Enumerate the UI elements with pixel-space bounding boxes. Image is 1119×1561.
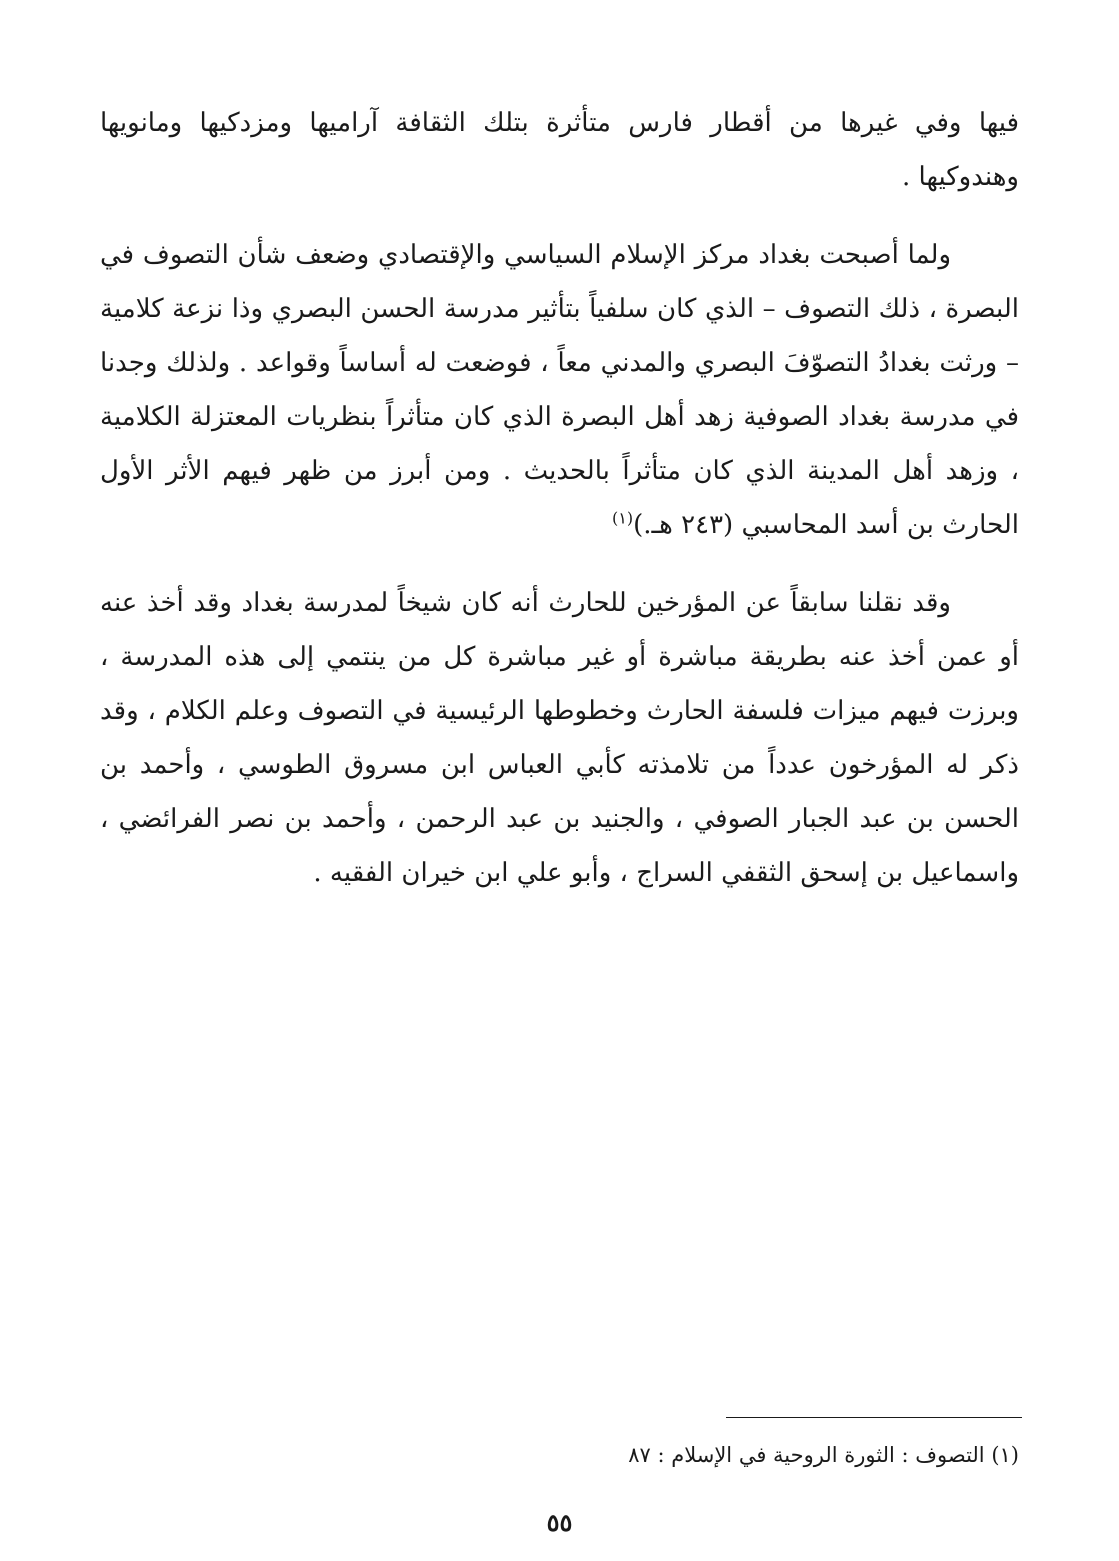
footnote-reference: (١) [612, 508, 634, 528]
paragraph-2 [100, 228, 1019, 552]
paragraph-3: وقد نقلنا سابقاً عن المؤرخين للحارث أنه كان شيخاً لمدرسة بغداد وقد أخذ عنه أو عمن أخذ عنه بطريقة مباشرة أو غير مباشرة كل من ينتمي إلى هذه المدرسة ، وبرزت فيهم ميزات فلسفة الحارث وخطوطها الرئيسية في التصوف وعلم الكلام ، وقد ذكر له المؤرخون عدداً من تلامذته كأبي العباس ابن مسروق الطوسي ، وأحمد بن الحسن بن عبد الجبار الصوفي ، والجنيد بن عبد الرحمن ، وأحمد بن نصر الفرائضي ، واسماعيل بن إسحق الثقفي السراج ، وأبو علي ابن خيران الفقيه . [100, 588, 1019, 888]
paragraph-1: فيها وفي غيرها من أقطار فارس متأثرة بتلك الثقافة آراميها ومزدكيها ومانويها وهندوكيها . [100, 108, 1019, 192]
footnote-divider [726, 1417, 1022, 1418]
page-number: ٥٥ [546, 1508, 573, 1537]
main-text [100, 96, 1019, 900]
footnote: (١) التصوف : الثورة الروحية في الإسلام : ٨٧ [628, 1443, 1019, 1467]
paragraph-2-text: ولما أصبحت بغداد مركز الإسلام السياسي والإقتصادي وضعف شأن التصوف في البصرة ، ذلك التصوف – الذي كان سلفياً بتأثير مدرسة الحسن البصري وذا نزعة كلامية – ورثت بغدادُ التصوّفَ البصري والمدني معاً ، فوضعت له أساساً وقواعد . ولذلك وجدنا في مدرسة بغداد الصوفية زهد أهل البصرة الذي كان متأثراً بنظريات المعتزلة الكلامية ، وزهد أهل المدينة الذي كان متأثراً بالحديث . ومن أبرز من ظهر فيهم الأثر الأول الحارث بن أسد المحاسبي (٢٤٣ هـ.) [100, 240, 1019, 540]
